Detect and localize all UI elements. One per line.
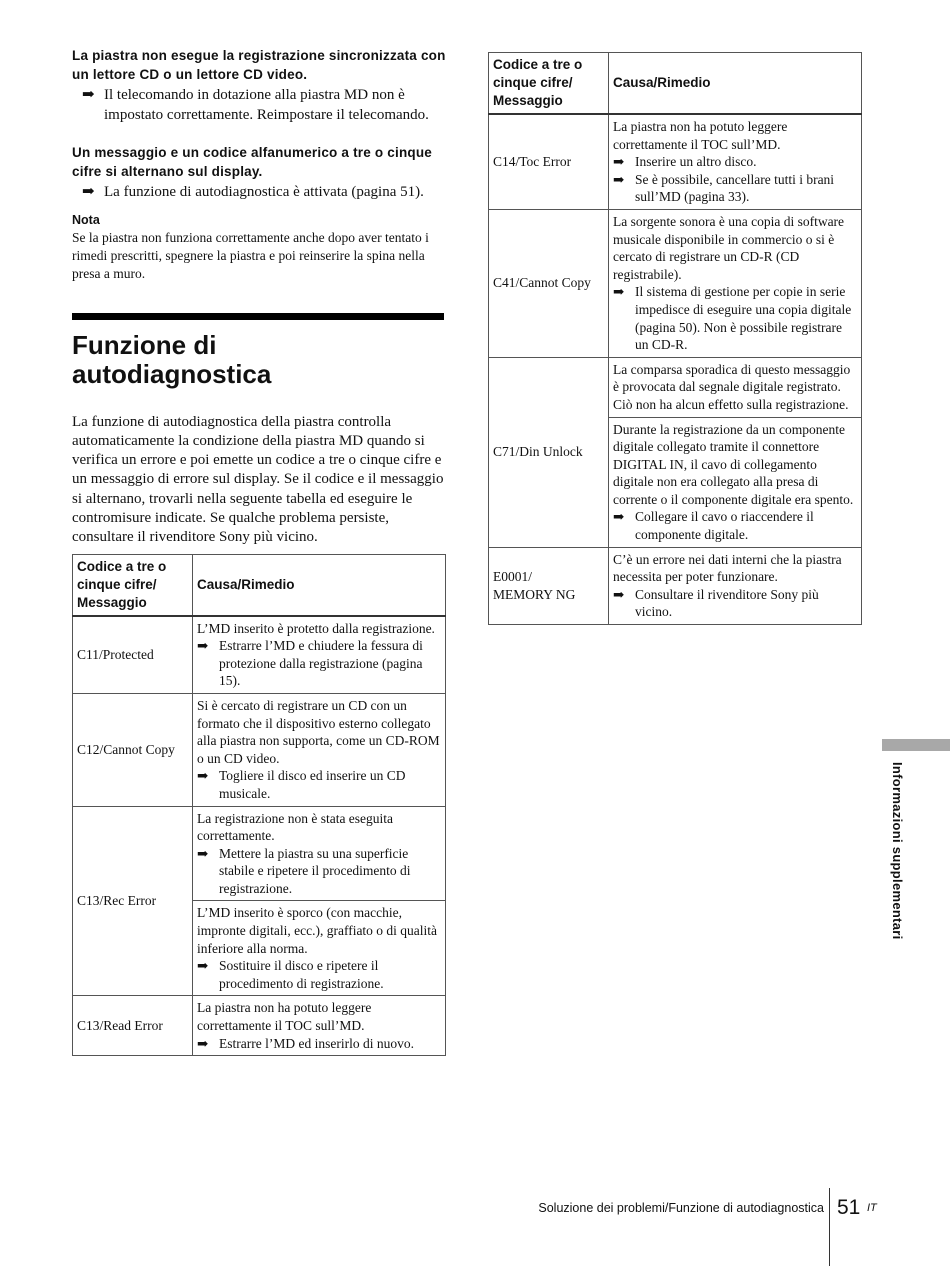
cause-cell: C’è un errore nei dati interni che la piastra necessita per poter funzionare. ➡ Consultare il rivenditore Sony più vicino. xyxy=(609,547,862,624)
header-cause: Causa/Rimedio xyxy=(609,53,862,115)
arrow-right-icon: ➡ xyxy=(613,284,625,300)
header-code: Codice a tre o cinque cifre/ Messaggio xyxy=(73,554,193,616)
cause-cell: Si è cercato di registrare un CD con un formato che il dispositivo esterno collegato alla piastra non supporta, come un CD-ROM o un CD video. ➡ Togliere il disco ed inserire un CD musicale. xyxy=(193,693,446,806)
problem-remedy-sync: ➡ Il telecomando in dotazione alla piastra MD non è impostato correttamente. Reimpostare il telecomando. xyxy=(82,87,429,123)
code-cell: C71/Din Unlock xyxy=(489,357,609,547)
cause-cell: La comparsa sporadica di questo messaggio è provocata dal segnale digitale registrato. Ciò non ha alcun effetto sulla registrazione. xyxy=(609,357,862,417)
nota-title: Nota xyxy=(72,212,100,227)
right-column xyxy=(488,52,862,625)
table-row xyxy=(489,114,862,209)
table-header-row xyxy=(73,554,446,616)
arrow-right-icon: ➡ xyxy=(613,586,625,602)
code-cell: C13/Read Error xyxy=(73,996,193,1056)
arrow-right-icon: ➡ xyxy=(197,958,209,974)
page-language-suffix: IT xyxy=(867,1202,877,1214)
arrow-right-icon: ➡ xyxy=(197,638,209,654)
arrow-right-icon: ➡ xyxy=(197,768,209,784)
code-cell: C13/Rec Error xyxy=(73,806,193,996)
code-cell: C11/Protected xyxy=(73,616,193,694)
section-title: Funzione di autodiagnostica xyxy=(72,329,272,389)
header-cause: Causa/Rimedio xyxy=(193,554,446,616)
table-row xyxy=(489,547,862,624)
header-code: Codice a tre o cinque cifre/ Messaggio xyxy=(489,53,609,115)
arrow-right-icon: ➡ xyxy=(613,509,625,525)
code-cell: C14/Toc Error xyxy=(489,114,609,209)
section-divider xyxy=(72,313,444,320)
code-cell: C12/Cannot Copy xyxy=(73,693,193,806)
table-row xyxy=(73,693,446,806)
left-column xyxy=(72,46,446,1056)
cause-cell: L’MD inserito è protetto dalla registrazione. ➡ Estrarre l’MD e chiudere la fessura di protezione dalla registrazione (pagina 15). xyxy=(193,616,446,694)
footer-text: Soluzione dei problemi/Funzione di autodiagnostica xyxy=(538,1201,824,1215)
page-number: 51 xyxy=(837,1196,861,1219)
table-row xyxy=(73,996,446,1056)
footer-divider xyxy=(829,1188,830,1266)
table-row xyxy=(489,209,862,357)
cause-cell: Durante la registrazione da un componente digitale collegato tramite il connettore DIGITAL IN, il cavo di collegamento digitale non era collegato alla presa di corrente o il componente digitale era spento. ➡ Collegare il cavo o riaccendere il componente digitale. xyxy=(609,417,862,547)
side-tab-marker xyxy=(882,739,950,751)
arrow-right-icon: ➡ xyxy=(82,87,95,103)
cause-cell: L’MD inserito è sporco (con macchie, impronte digitali, ecc.), graffiato o di qualità inferiore alla norma. ➡ Sostituire il disco e ripetere il procedimento di registrazione. xyxy=(193,901,446,996)
arrow-right-icon: ➡ xyxy=(613,154,625,170)
side-section-label: Informazioni supplementari xyxy=(890,762,905,940)
arrow-right-icon: ➡ xyxy=(197,845,209,861)
arrow-right-icon: ➡ xyxy=(613,171,625,187)
arrow-right-icon: ➡ xyxy=(82,184,95,200)
cause-cell: La registrazione non è stata eseguita correttamente. ➡ Mettere la piastra su una superficie stabile e ripetere il procedimento di registrazione. xyxy=(193,806,446,901)
intro-paragraph: La funzione di autodiagnostica della piastra controlla automaticamente la condizione della piastra MD quando si verifica un errore e poi emette un codice a tre o cinque cifre e un messaggio di errore sul display. Se il codice e il messaggio si alternano, trovarli nella seguente tabella ed eseguire le contromisure indicate. Se qualche problema persiste, consultare il rivenditore Sony più vicino. xyxy=(72,413,444,546)
cause-cell: La sorgente sonora è una copia di software musicale disponibile in commercio o si è cercato di registrare un CD-R (CD registrabile). ➡ Il sistema di gestione per copie in serie impedisce di eseguire una copia digitale (pagina 50). Non è possibile registrare un CD-R. xyxy=(609,209,862,357)
diagnostic-table-left xyxy=(72,554,446,1057)
code-cell: E0001/ MEMORY NG xyxy=(489,547,609,624)
table-row xyxy=(489,357,862,417)
cause-cell: La piastra non ha potuto leggere correttamente il TOC sull’MD. ➡ Inserire un altro disco. ➡ Se è possibile, cancellare tutti i brani sull’MD (pagina 33). xyxy=(609,114,862,209)
diagnostic-table-right xyxy=(488,52,862,625)
problem-remedy-display: ➡ La funzione di autodiagnostica è attivata (pagina 51). xyxy=(72,183,446,203)
table-header-row xyxy=(489,53,862,115)
cause-cell: La piastra non ha potuto leggere correttamente il TOC sull’MD. ➡ Estrarre l’MD ed inserirlo di nuovo. xyxy=(193,996,446,1056)
problem-heading-sync: La piastra non esegue la registrazione sincronizzata con un lettore CD o un lettore CD video. xyxy=(72,48,446,82)
arrow-right-icon: ➡ xyxy=(197,1035,209,1051)
table-row xyxy=(73,806,446,901)
nota-text: Se la piastra non funziona correttamente anche dopo aver tentato i rimedi prescritti, spegnere la piastra e poi reinserire la spina nella presa a muro. xyxy=(72,229,429,281)
table-row xyxy=(73,616,446,694)
problem-heading-display: Un messaggio e un codice alfanumerico a tre o cinque cifre si alternano sul display. xyxy=(72,145,432,179)
code-cell: C41/Cannot Copy xyxy=(489,209,609,357)
